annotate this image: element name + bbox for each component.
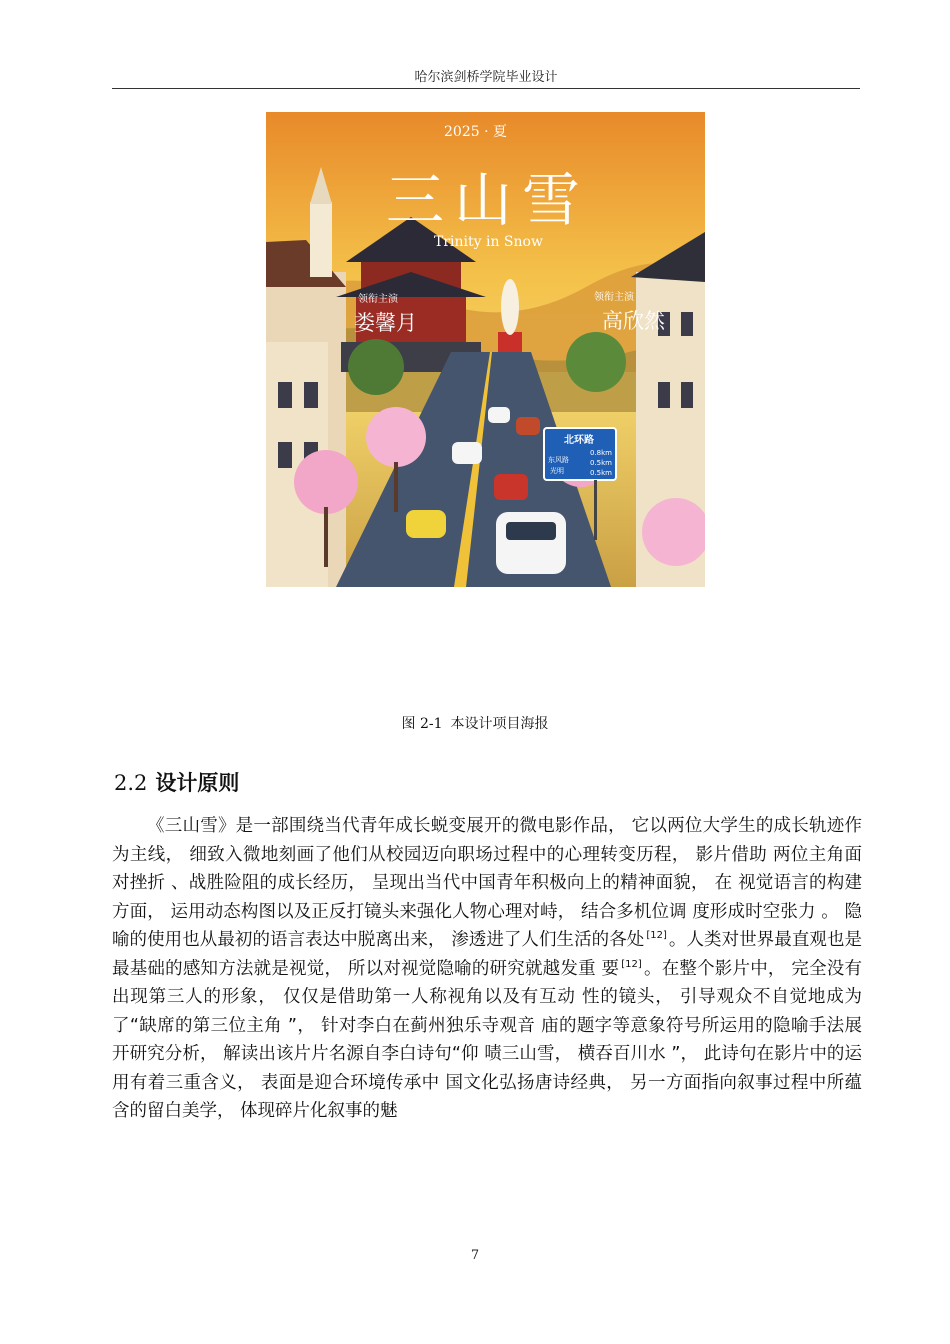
figure-caption-text: 本设计项目海报 bbox=[450, 716, 549, 732]
poster-cast-right: 高欣然 bbox=[602, 309, 665, 333]
svg-text:领衔主演: 领衔主演 bbox=[358, 294, 398, 305]
poster-title: 三山雪 bbox=[386, 166, 591, 234]
movie-poster-image bbox=[266, 112, 705, 587]
svg-text:0.5km: 0.5km bbox=[590, 469, 613, 477]
svg-text:0.5km: 0.5km bbox=[590, 459, 613, 467]
header-divider bbox=[112, 88, 860, 89]
poster-car bbox=[496, 512, 566, 574]
paragraph-segment-3: 。在整个影片中， 完全没有出现第三人的形象， 仅仅是借助第一人称视角以及有互动 性的镜头， 引导观众不自觉地成为了“缺席的第三位主角 ”， 针对李白在蓟州独乐寺观音 庙的题字等意象符号所运用的隐喻手法展开研究分析， 解读出该片片名源自李白诗句“仰 啧三山雪， 横吞百川水 ”， 此诗句在影片中的运用有着三重含义， 表面是迎合环境传承中 国文化弘扬唐诗经典， 另一方面指向叙事过程中所蕴含的留白美学， 体现碎片化叙事的魅 bbox=[112, 958, 862, 1121]
citation-ref-2: [12] bbox=[621, 958, 642, 970]
page-number: 7 bbox=[470, 1248, 480, 1263]
section-number: 2.2 bbox=[114, 771, 148, 795]
page-header: 哈尔滨剑桥学院毕业设计 bbox=[414, 70, 558, 85]
svg-text:东风路: 东风路 bbox=[548, 456, 569, 464]
citation-ref-1: [12] bbox=[646, 930, 667, 941]
poster-cast-left: 娄馨月 bbox=[354, 311, 417, 335]
svg-text:Trinity in Snow: Trinity in Snow bbox=[434, 234, 543, 250]
svg-text:0.8km: 0.8km bbox=[590, 449, 613, 457]
svg-text:光明: 光明 bbox=[550, 467, 564, 475]
body-paragraph bbox=[112, 812, 862, 1126]
figure-caption-number: 图 2-1 bbox=[401, 716, 443, 732]
figure-caption bbox=[0, 713, 950, 733]
poster-tower bbox=[310, 202, 332, 277]
paragraph-segment-2: 。人类对世界最直观也是最基础的感知方法就是视觉， 所以对视觉隐喻的研究就越发重 要 bbox=[112, 930, 863, 979]
svg-text:2025 · 夏: 2025 · 夏 bbox=[444, 124, 507, 140]
svg-text:领衔主演: 领衔主演 bbox=[594, 292, 634, 303]
paragraph-segment-1: 《三山雪》是一部围绕当代青年成长蜕变展开的微电影作品， 它以两位大学生的成长轨迹作为主线， 细致入微地刻画了他们从校园迈向职场过程中的心理转变历程， 影片借助 两位主角面对挫折 、战胜险阻的成长经历， 呈现出当代中国青年积极向上的精神面貌， 在 视觉语言的构建方面， 运用动态构图以及正反打镜头来强化人物心理对峙， 结合多机位调 度形成时空张力 。 隐喻的使用也从最初的语言表达中脱离出来， 渗透进了人们生活的各处 bbox=[112, 816, 862, 950]
section-title: 设计原则 bbox=[155, 771, 240, 795]
poster-blossom-tree bbox=[294, 450, 358, 514]
section-heading bbox=[114, 767, 239, 797]
svg-text:北环路: 北环路 bbox=[564, 435, 594, 446]
